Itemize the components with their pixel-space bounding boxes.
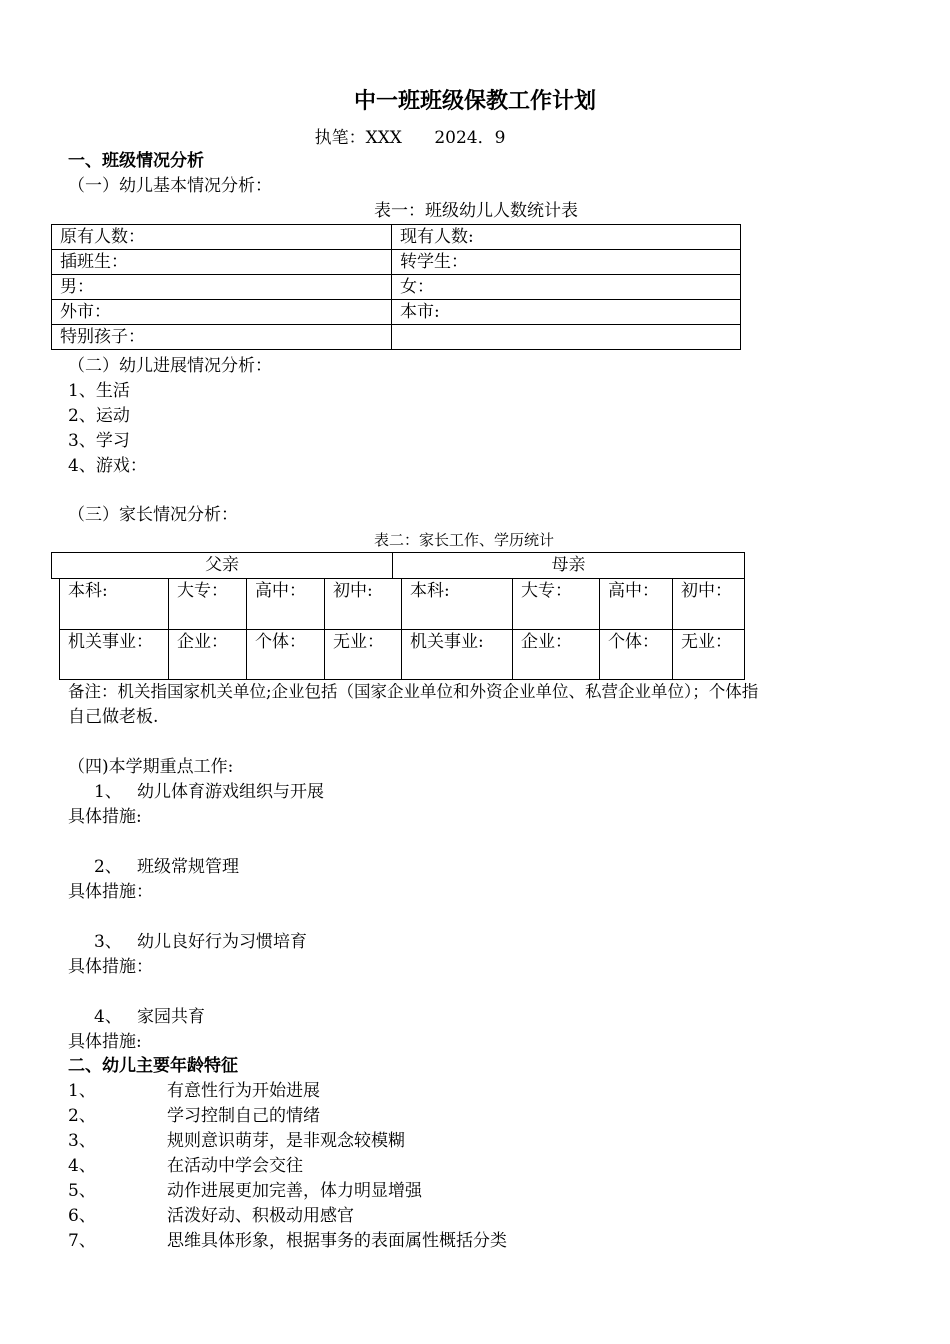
note-line: 备注：机关指国家机关单位;企业包括（国家企业单位和外资企业单位、私营企业单位）；个体指	[68, 682, 759, 701]
table-cell: 初中:	[325, 579, 402, 630]
table-cell: 高中：	[247, 579, 325, 630]
table-cell: 本科:	[402, 579, 513, 630]
list-item: 动作进展更加完善，体力明显增强	[167, 1181, 422, 1201]
table-cell: 高中：	[600, 579, 673, 630]
table-cell: 大专：	[513, 579, 600, 630]
table-row	[60, 630, 745, 680]
list-item: 有意性行为开始进展	[167, 1081, 320, 1101]
table-cell: 个体：	[247, 630, 325, 680]
table-cell: 现有人数:	[392, 225, 741, 250]
list-item-num: 4、	[68, 1156, 96, 1176]
table2	[59, 578, 745, 680]
focus-num: 3、	[94, 932, 122, 952]
subsection-2: （二）幼儿进展情况分析：	[68, 356, 272, 376]
focus-num: 4、	[94, 1007, 122, 1027]
table1	[51, 224, 741, 350]
list-item: 规则意识萌芽，是非观念较模糊	[167, 1131, 405, 1151]
focus-title: 班级常规管理	[137, 857, 239, 877]
table-cell: 企业：	[169, 630, 247, 680]
table-cell	[392, 325, 741, 350]
list-item-num: 3、	[68, 1131, 96, 1151]
section1-heading: 一、班级情况分析	[68, 151, 204, 171]
table-cell: 本市:	[392, 300, 741, 325]
table2-caption: 表二：家长工作、学历统计	[374, 531, 555, 549]
list-item-num: 6、	[68, 1206, 96, 1226]
table-cell: 初中：	[673, 579, 745, 630]
focus-title: 家园共育	[137, 1007, 205, 1027]
list-item-num: 7、	[68, 1231, 96, 1251]
list-item: 活泼好动、积极动用感官	[167, 1206, 354, 1226]
section2-heading: 二、幼儿主要年龄特征	[68, 1056, 238, 1076]
table-row	[52, 250, 741, 275]
list-item: 在活动中学会交往	[167, 1156, 303, 1176]
table-row	[60, 579, 745, 630]
focus-num: 1、	[94, 782, 122, 802]
table-cell: 无业：	[325, 630, 402, 680]
table-cell: 无业：	[673, 630, 745, 680]
focus-measure: 具体措施:	[68, 1032, 142, 1052]
list-item: 思维具体形象，根据事务的表面属性概括分类	[167, 1231, 507, 1251]
table-cell: 个体：	[600, 630, 673, 680]
note-line: 自己做老板.	[68, 707, 159, 727]
table2-header	[51, 552, 745, 579]
table-row	[52, 300, 741, 325]
table-cell: 本科:	[60, 579, 169, 630]
focus-num: 2、	[94, 857, 122, 877]
table-header-father: 父亲	[52, 553, 393, 579]
table-cell: 机关事业:	[402, 630, 513, 680]
table-row	[52, 325, 741, 350]
table-row	[52, 225, 741, 250]
table-row	[52, 553, 745, 579]
focus-measure: 具体措施：	[68, 957, 153, 977]
subsection-4: （四)本学期重点工作:	[68, 757, 234, 777]
list-item: 3、学习	[68, 431, 130, 451]
list-item-num: 5、	[68, 1181, 96, 1201]
table-header-mother: 母亲	[393, 553, 745, 579]
byline: 执笔：XXX 2024．9	[314, 128, 506, 148]
table-cell: 特别孩子：	[52, 325, 392, 350]
list-item: 4、游戏：	[68, 456, 147, 476]
table-cell: 插班生：	[52, 250, 392, 275]
list-item-num: 1、	[68, 1081, 96, 1101]
list-item: 学习控制自己的情绪	[167, 1106, 320, 1126]
table-cell: 男：	[52, 275, 392, 300]
table1-caption: 表一：班级幼儿人数统计表	[374, 201, 578, 221]
focus-title: 幼儿良好行为习惯培育	[137, 932, 307, 952]
focus-measure: 具体措施：	[68, 882, 153, 902]
list-item-num: 2、	[68, 1106, 96, 1126]
table-cell: 机关事业：	[60, 630, 169, 680]
table-cell: 大专：	[169, 579, 247, 630]
table-cell: 转学生：	[392, 250, 741, 275]
table-cell: 企业：	[513, 630, 600, 680]
subsection-3: （三）家长情况分析：	[68, 505, 238, 525]
table-cell: 女：	[392, 275, 741, 300]
list-item: 2、运动	[68, 406, 130, 426]
list-item: 1、生活	[68, 381, 130, 401]
subsection-1: （一）幼儿基本情况分析：	[68, 176, 272, 196]
table-cell: 外市：	[52, 300, 392, 325]
focus-title: 幼儿体育游戏组织与开展	[137, 782, 324, 802]
table-cell: 原有人数：	[52, 225, 392, 250]
focus-measure: 具体措施:	[68, 807, 142, 827]
page-title: 中一班班级保教工作计划	[353, 89, 596, 114]
table-row	[52, 275, 741, 300]
